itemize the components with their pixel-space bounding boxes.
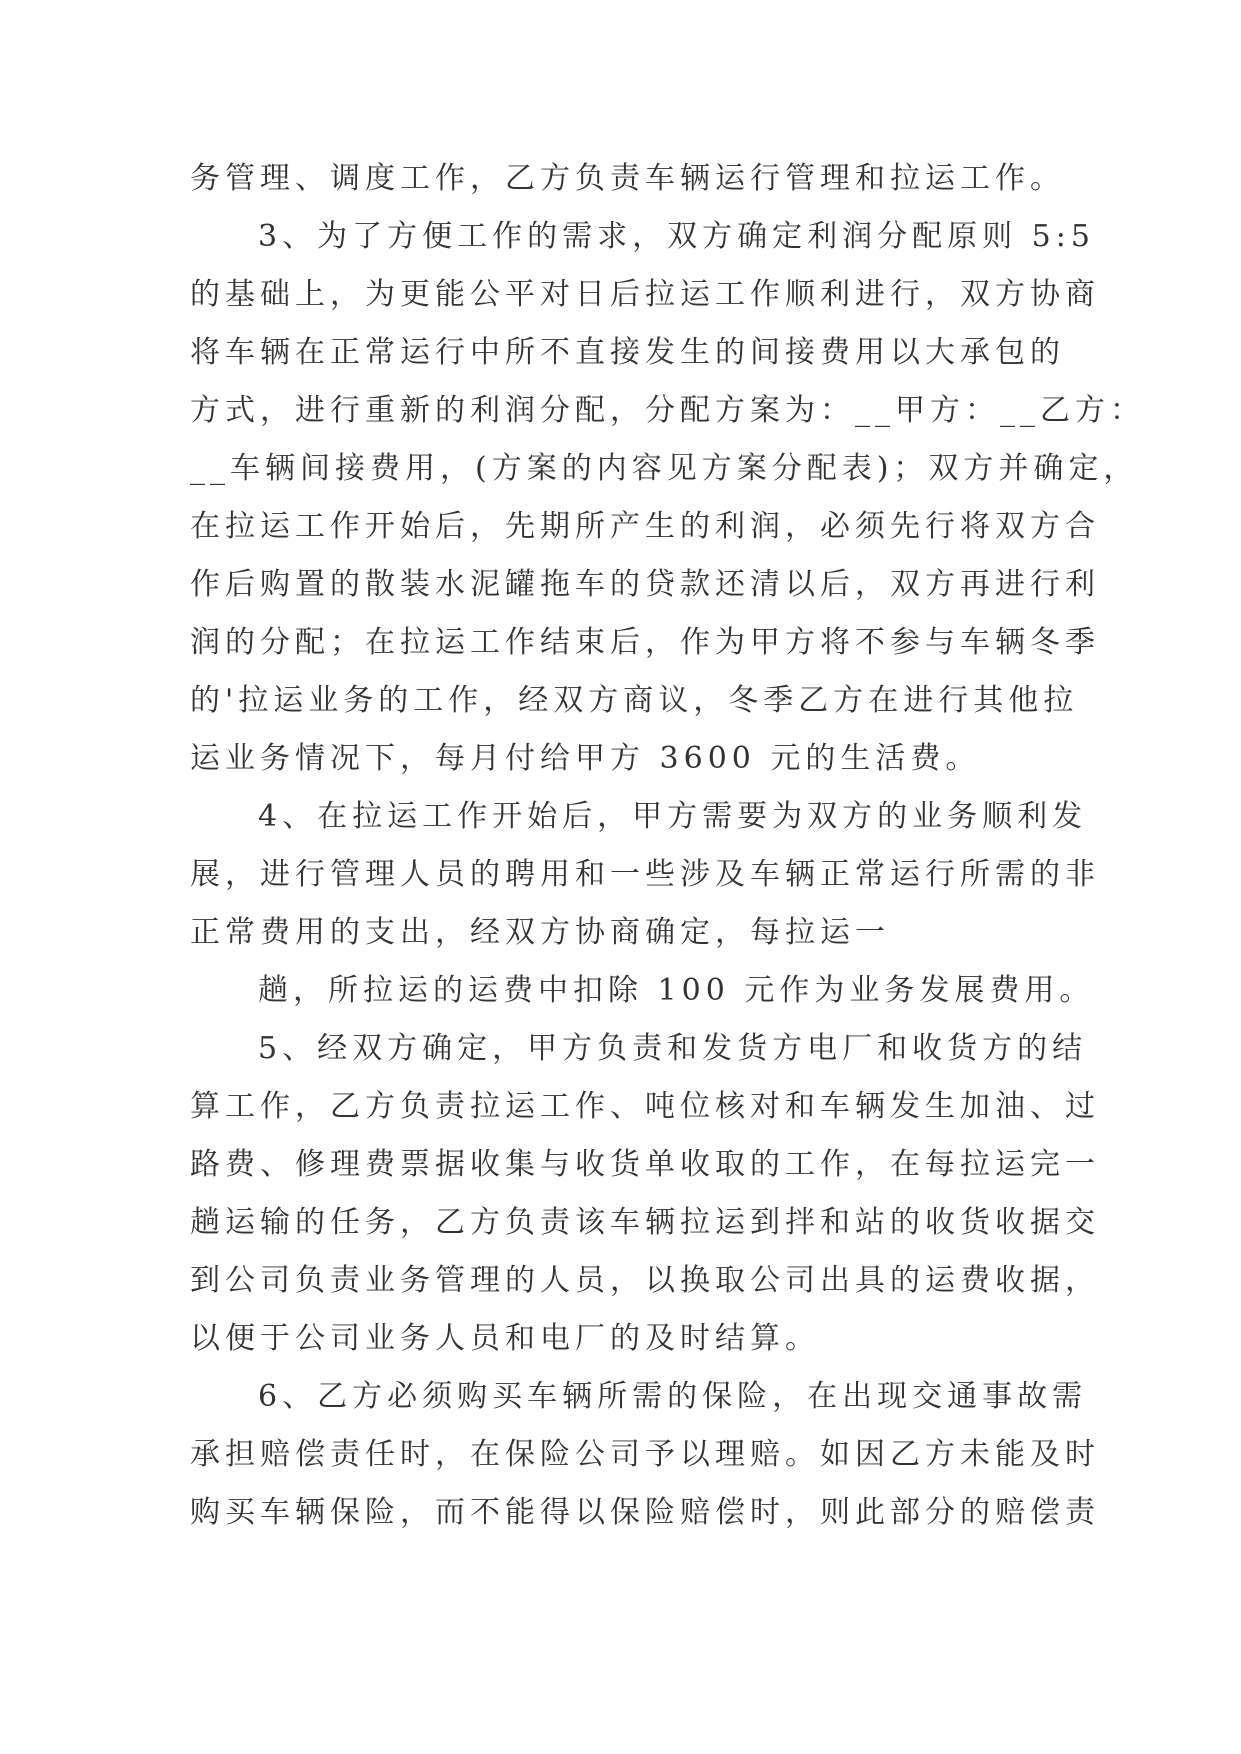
document-body — [190, 150, 1145, 1542]
text-line: 正常费用的支出，经双方协商确定，每拉运一 — [190, 915, 890, 950]
text-line: 以便于公司业务人员和电厂的及时结算。 — [190, 1321, 820, 1356]
clause-3-line: 3、为了方便工作的需求，双方确定利润分配原则 5:5 — [258, 219, 1095, 254]
text-line: 购买车辆保险，而不能得以保险赔偿时，则此部分的赔偿责 — [190, 1495, 1100, 1530]
clause-6-line: 6、乙方必须购买车辆所需的保险，在出现交通事故需 — [258, 1379, 1088, 1414]
text-line: 方式，进行重新的利润分配，分配方案为：__甲方：__乙方： — [190, 393, 1145, 428]
text-line: 算工作，乙方负责拉运工作、吨位核对和车辆发生加油、过 — [190, 1089, 1100, 1124]
text-line: 润的分配；在拉运工作结束后，作为甲方将不参与车辆冬季 — [190, 625, 1100, 660]
text-line: 运业务情况下，每月付给甲方 3600 元的生活费。 — [190, 741, 981, 776]
text-line: 趟运输的任务，乙方负责该车辆拉运到拌和站的收货收据交 — [190, 1205, 1100, 1240]
text-line: 将车辆在正常运行中所不直接发生的间接费用以大承包的 — [190, 335, 1065, 370]
text-line: 承担赔偿责任时，在保险公司予以理赔。如因乙方未能及时 — [190, 1437, 1100, 1472]
text-line: 的基础上，为更能公平对日后拉运工作顺利进行，双方协商 — [190, 277, 1100, 312]
text-line: 务管理、调度工作，乙方负责车辆运行管理和拉运工作。 — [190, 161, 1065, 196]
clause-4-line: 4、在拉运工作开始后，甲方需要为双方的业务顺利发 — [258, 799, 1088, 834]
text-line: 在拉运工作开始后，先期所产生的利润，必须先行将双方合 — [190, 509, 1100, 544]
text-line: 作后购置的散装水泥罐拖车的贷款还清以后，双方再进行利 — [190, 567, 1100, 602]
clause-5-line: 5、经双方确定，甲方负责和发货方电厂和收货方的结 — [258, 1031, 1088, 1066]
text-line: 展，进行管理人员的聘用和一些涉及车辆正常运行所需的非 — [190, 857, 1100, 892]
text-line: 的'拉运业务的工作，经双方商议，冬季乙方在进行其他拉 — [190, 683, 1079, 718]
text-line: 趟，所拉运的运费中扣除 100 元作为业务发展费用。 — [258, 973, 1095, 1008]
text-line: 路费、修理费票据收集与收货单收取的工作，在每拉运完一 — [190, 1147, 1100, 1182]
text-line: 到公司负责业务管理的人员，以换取公司出具的运费收据， — [190, 1263, 1100, 1298]
text-line: __车辆间接费用，(方案的内容见方案分配表)；双方并确定， — [190, 451, 1139, 486]
